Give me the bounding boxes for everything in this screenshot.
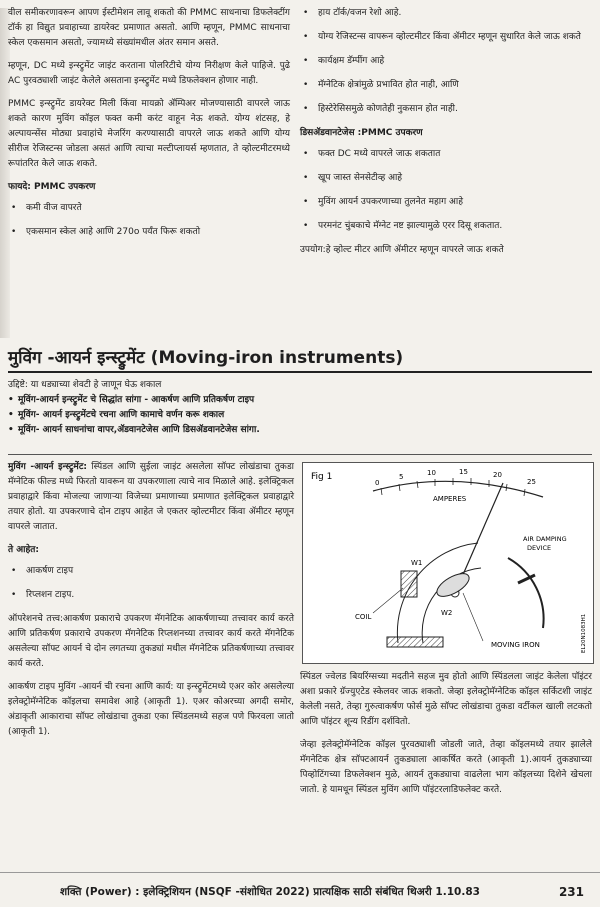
footer-text: शक्ति (Power) : इलेक्ट्रिशियन (NSQF -संशोधित 2022) प्रात्यक्षिक साठी संबंधित थिअरी 1.10.83 bbox=[60, 886, 480, 898]
advantages-list-continued bbox=[300, 6, 592, 117]
list-item: • हाय टॉर्क/वजन रेशो आहे. bbox=[300, 6, 592, 21]
list-item: • योग्य रेजिस्टन्स वापरून व्होल्टमीटर किंवा ॲमीटर म्हणून सुधारित केले जाऊ शकते bbox=[300, 30, 592, 45]
left-column-bottom bbox=[8, 460, 294, 748]
list-item: • मॅग्नेटिक क्षेत्रांमुळे प्रभावित होत नाही, आणि bbox=[300, 78, 592, 93]
moving-iron-label: MOVING IRON bbox=[491, 641, 540, 649]
tick-label: 0 bbox=[375, 479, 380, 487]
page-number: 231 bbox=[558, 885, 584, 899]
list-item: • खूप जास्त सेनसेटीव्ह आहे bbox=[300, 171, 592, 186]
objective-item: • मूविंग-आयर्न इन्स्ट्रुमेंट चे सिद्धांत सांगा - आकर्षण आणि प्रतिकर्षण टाइप bbox=[8, 393, 592, 408]
list-item: • परमनंट चुंबकाचे मॅग्नेट नष्ट झाल्यामुळे एरर दिसू शकतात. bbox=[300, 219, 592, 234]
right-column-top bbox=[300, 6, 592, 266]
scale-label: AMPERES bbox=[433, 495, 467, 503]
moving-iron-diagram bbox=[303, 463, 593, 663]
moving-iron-leader bbox=[463, 593, 483, 641]
types-heading: ते आहेत: bbox=[8, 545, 39, 555]
coil-block-bottom bbox=[387, 637, 443, 647]
objectives-intro: उद्दिष्टे: या धड्याच्या शेवटी हे जाणून घेऊ शकाल bbox=[8, 380, 162, 390]
tick-label: 25 bbox=[527, 478, 536, 486]
coil-leader bbox=[373, 588, 403, 613]
objective-item: • मूविंग- आयर्न साधनांचा वापर,ॲडवानटेजेस आणि डिसॲडवानटेजेस सांगा. bbox=[8, 423, 592, 438]
air-damping-label-2: DEVICE bbox=[527, 544, 552, 552]
list-item: • कमी वीज वापरते bbox=[8, 201, 290, 216]
list-item: • हिस्टेरेसिसमुळे कोणतेही नुकसान होत नाही. bbox=[300, 102, 592, 117]
page-footer bbox=[0, 872, 600, 907]
objectives-block bbox=[8, 378, 592, 438]
section-title: मुविंग -आयर्न इन्स्ट्रुमेंट (Moving-iron instruments) bbox=[8, 345, 592, 373]
figure-moving-iron bbox=[302, 462, 594, 664]
paragraph: PMMC इन्स्ट्रुमेंट डायरेक्ट मिली किंवा मायक्रो ॲम्पिअर मोजण्यासाठी वापरले जाऊ शकते कारण मुविंग कॉइल फक्त कमी करंट वाहून नेऊ शकते. योग्य शंटसह, हे अल्पायन्सेंस मोठ्या प्रवाहांचे मेजरिंग करण्यासाठी वापरले जाऊ शकते आणि योग्य सीरीज रेजिस्टन्स जोडला असतं आणि त्याचा मल्टीप्लायर्स म्हणतात, ते व्होल्टमीटरमध्ये रूपांतरित केले जाऊ शकते. bbox=[8, 99, 290, 169]
tick-label: 20 bbox=[493, 471, 502, 479]
disadvantages-heading: डिसॲडवानटेजेस :PMMC उपकरण bbox=[300, 128, 423, 138]
list-item: • कार्यक्षम डॅम्पींग आहे bbox=[300, 54, 592, 69]
w2-label: W2 bbox=[441, 609, 453, 617]
paragraph bbox=[8, 460, 294, 535]
paragraph: ऑपरेशनचे तत्त्व:आकर्षण प्रकाराचे उपकरण मॅगनेटिक आकर्षणाच्या तत्त्वावर कार्य करते आणि प्रतिकर्षण प्रकाराचे उपकरण मॅगनेटिक रिप्लशनच्या तत्त्वावर कार्य करते मॅगनेटिक असलेल्या सॉफ्ट आयर्न चे दोन लगतच्या तुकड्यां मधील मॅगनेटिक प्रतिकर्षणाच्या तत्त्वावर कार्य करते. bbox=[8, 614, 294, 669]
objective-item: • मूविंग- आयर्न इन्स्ट्रुमेंटचे रचना आणि कामाचे वर्णन करू शकाल bbox=[8, 408, 592, 423]
divider bbox=[8, 454, 592, 455]
w1-label: W1 bbox=[411, 559, 423, 567]
paragraph: आकर्षण टाइप मुविंग -आयर्न ची रचना आणि कार्य: या इन्स्ट्रुमेंटमध्ये एअर कोर असलेल्या इलेक्ट्रोमॅग्नेटिक कॉइलचा समावेश आहे (आकृती 1). एअर कोअरच्या अगदी समोर, अंडाकृती आकाराचा सॉफ्ट लोखंडाचा तुकडा एका स्पिंडलमध्ये सहज पणे फिरवला जातो (आकृती 1). bbox=[8, 682, 294, 737]
air-damping-label: AIR DAMPING bbox=[523, 535, 567, 543]
types-list bbox=[8, 564, 294, 603]
use-statement: उपयोग:हे व्होल्ट मीटर आणि ॲमीटर म्हणून वापरले जाऊ शकते bbox=[300, 245, 504, 255]
paragraph-lead: मुविंग -आयर्न इन्स्ट्रुमेंट: bbox=[8, 462, 87, 472]
figure-label: Fig 1 bbox=[311, 472, 333, 482]
paragraph: म्हणून, DC मध्ये इन्स्ट्रुमेंट जाइंट करताना पोलरिटीचे योग्य निरीक्षण केले पाहिजे. पुढे AC पुरवठ्याशी जाइंट केलेले असताना इन्स्ट्रुमेंट मध्ये डिफलेक्शन होणार नाही. bbox=[8, 61, 290, 86]
list-item: • मुविंग आयर्न उपकरणाच्या तुलनेत महाग आहे bbox=[300, 195, 592, 210]
paragraph-body: स्पिंडल आणि सुईला जाइंट असलेला सॉफ्ट लोखंडाचा तुकडा मॅग्नेटिक फील्ड मध्ये फिरतो यावरून या उपकरणाला त्याचे नाव मिळाले आहे. इलेक्ट्रिकल प्रवाहाद्वारे किंवा मोजल्या जाणार्‍या विजेच्या प्रमाणाच्या प्रमाणात इलेक्ट्रिकल प्रवाहाद्वारे तयार होतो. या उपकरणाचे दोन टाइप आहेत जे एकतर व्होल्टमीटर किंवा ॲमीटर म्हणून वापरले जातात. bbox=[8, 462, 294, 532]
list-item: • फक्त DC मध्ये वापरले जाऊ शकतात bbox=[300, 147, 592, 162]
coil-label: COIL bbox=[355, 613, 372, 621]
advantages-list bbox=[8, 201, 290, 240]
advantages-heading: फायदे: PMMC उपकरण bbox=[8, 182, 96, 192]
tick-label: 15 bbox=[459, 468, 468, 476]
tick-label: 5 bbox=[399, 473, 404, 481]
tick-label: 10 bbox=[427, 469, 436, 477]
list-item: • रिप्लशन टाइप. bbox=[8, 588, 294, 603]
damping-chamber bbox=[508, 558, 544, 628]
coil-block bbox=[401, 571, 417, 597]
figure-code: EL20N1083H1 bbox=[581, 613, 587, 653]
objectives-list bbox=[8, 393, 592, 438]
paragraph: स्पिंडल ज्वेलड बियरिंग्सच्या मदतीने सहज मुव होतो आणि स्पिंडलला जाइंट केलेला पॉइंटर अशा प्रकारे ग्रॅज्युएटेड स्केलवर जाऊ शकतो. जेव्हा इलेक्ट्रोमॅग्नेटिक कॉइल सर्किटशी जाइंट केलेली नसते, तेव्हा गुरुत्वाकर्षण फोर्स मुळे सॉफ्ट लोखंडाचा तुकडा वर्टीकल खाली लटकतो आणि पॉइंटर शून्य रिडींग दर्शवितो. bbox=[300, 672, 592, 727]
list-item: • आकर्षण टाइप bbox=[8, 564, 294, 579]
right-column-bottom bbox=[300, 670, 592, 806]
list-item: • एकसमान स्केल आहे आणि 270o पर्यंत फिरू शकतो bbox=[8, 225, 290, 240]
paragraph: जेव्हा इलेक्ट्रोमॅग्नेटिक कॉइल पुरवठ्याशी जोडली जाते, तेव्हा कॉइलमध्ये तयार झालेले मॅगनेटिक क्षेत्र सॉफ्टआयर्न तुकड्याला आकर्षित करते (आकृती 1).आयर्न तुकड्याच्या पिव्होटिंगच्या डिफलेक्शन मुळे, आयर्न तुकड्याचा वाढलेला भाग कॉइलच्या दिशेने खेचला जातो. हे यामधून स्पिंडल मुविंग आणि पॉइंटरलाडिफलेक्ट करते. bbox=[300, 740, 592, 795]
paragraph: वील समीकरणावरून आपण ईस्टीमेशन लावू शकतो की PMMC साधनाचा डिफलेक्टींग टॉर्क हा विद्युत प्रवाहाच्या डायरेक्ट प्रमाणात असतो. आणि म्हणून, PMMC साधनाचा स्केल एकसमान असतो, ज्यामध्ये संख्यांमधील अंतर समान असते. bbox=[8, 8, 290, 48]
disadvantages-list bbox=[300, 147, 592, 234]
left-column-top bbox=[8, 6, 290, 249]
